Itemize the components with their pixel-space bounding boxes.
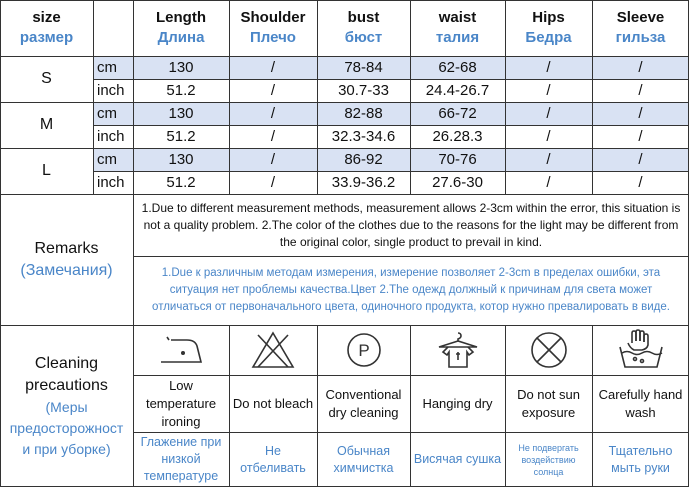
care-label-en-handwash: Carefully hand wash xyxy=(598,386,683,420)
s-cm-hips: / xyxy=(505,56,592,79)
header-bust-ru: бюст xyxy=(344,29,383,46)
grid-line-v xyxy=(592,325,593,487)
grid-line-v xyxy=(505,325,506,487)
header-sleeve xyxy=(592,0,689,56)
m-inch-length: 51.2 xyxy=(166,128,196,145)
header-hips-en: Hips xyxy=(532,9,565,26)
do-not-bleach-icon xyxy=(229,325,317,375)
s-inch-waist: 24.4-26.7 xyxy=(425,82,490,99)
grid-line-v xyxy=(317,0,318,194)
hanging-dry-icon xyxy=(410,325,505,375)
care-label-en-bleach: Do not bleach xyxy=(232,395,314,411)
s-cm-waist: 62-68 xyxy=(410,56,505,79)
cleaning-title-en-2: precautions xyxy=(25,376,108,394)
grid-line-h xyxy=(93,125,689,126)
grid-line-v xyxy=(505,0,506,194)
cleaning-title-ru-3: и при уборке) xyxy=(22,440,111,457)
unit-cm: cm xyxy=(93,102,133,125)
header-length-ru: Длина xyxy=(157,29,205,46)
header-hips-ru: Бедра xyxy=(525,29,572,46)
s-cm-sleeve: / xyxy=(592,56,689,79)
unit-inch: inch xyxy=(97,174,125,191)
m-cm-sleeve: / xyxy=(592,102,689,125)
cleaning-title-ru-2: предосторожност xyxy=(9,419,124,436)
header-waist-en: waist xyxy=(438,9,477,26)
unit-cm: cm xyxy=(93,148,133,171)
grid-line-h xyxy=(0,148,689,149)
s-cm-bust: 78-84 xyxy=(317,56,410,79)
do-not-sun-icon xyxy=(505,325,592,375)
header-sleeve-ru: гильза xyxy=(615,29,666,46)
grid-line-v xyxy=(317,325,318,487)
grid-line-v xyxy=(229,325,230,487)
l-inch-shoulder: / xyxy=(270,174,276,191)
s-inch-length: 51.2 xyxy=(166,82,196,99)
grid-line-v xyxy=(229,0,230,194)
header-waist-ru: талия xyxy=(435,29,480,46)
m-cm-waist: 66-72 xyxy=(410,102,505,125)
header-shoulder-en: Shoulder xyxy=(240,9,306,26)
cleaning-title-en-1: Cleaning xyxy=(34,354,99,372)
grid-line-v xyxy=(410,0,411,194)
m-cm-length: 130 xyxy=(133,102,229,125)
care-label-ru-hang: Висячая сушка xyxy=(413,452,502,466)
l-inch-length: 51.2 xyxy=(166,174,196,191)
header-hips xyxy=(505,0,592,56)
grid-line-h xyxy=(133,432,689,433)
unit-cm: cm xyxy=(93,56,133,79)
remarks-title-ru: (Замечания) xyxy=(20,261,113,279)
s-inch-shoulder: / xyxy=(270,82,276,99)
l-cm-length: 130 xyxy=(133,148,229,171)
care-label-en-sun: Do not sun exposure xyxy=(517,386,580,420)
care-label-en-dryclean: Conventional dry cleaning xyxy=(325,386,402,420)
header-size xyxy=(0,0,93,56)
unit-inch: inch xyxy=(97,128,125,145)
grid-line-h xyxy=(133,256,689,257)
l-cm-shoulder: / xyxy=(229,148,317,171)
s-inch-bust: 30.7-33 xyxy=(338,82,389,99)
size-label-m: M xyxy=(39,116,54,133)
s-cm-length: 130 xyxy=(133,56,229,79)
grid-line-v xyxy=(93,0,94,194)
care-label-ru-sun: Не подвергать воздействию солнца xyxy=(518,442,579,477)
grid-border-left xyxy=(0,0,1,487)
care-label-ru-handwash: Тщательно мыть руки xyxy=(608,443,673,475)
header-bust-en: bust xyxy=(347,9,380,26)
l-cm-sleeve: / xyxy=(592,148,689,171)
m-inch-hips: / xyxy=(546,128,551,145)
remarks-title-en: Remarks xyxy=(34,239,99,257)
grid-line-v xyxy=(592,0,593,194)
grid-line-h xyxy=(0,56,689,57)
header-sleeve-en: Sleeve xyxy=(616,9,665,26)
m-inch-bust: 32.3-34.6 xyxy=(331,128,396,145)
l-cm-waist: 70-76 xyxy=(410,148,505,171)
unit-inch: inch xyxy=(97,82,125,99)
low-temperature-iron-icon xyxy=(133,325,229,375)
size-label-l: L xyxy=(42,162,51,179)
l-cm-bust: 86-92 xyxy=(317,148,410,171)
m-inch-sleeve: / xyxy=(638,128,643,145)
grid-line-h xyxy=(93,171,689,172)
grid-line-h xyxy=(0,194,689,195)
s-inch-sleeve: / xyxy=(638,82,643,99)
remarks-note-en: 1.Due to different measurement methods, measurement allows 2-3cm within the error, this situation is not a quality problem. 2.The color of the clothes due to the reasons for the light may be different from the original color, single product to prevail in kind. xyxy=(141,200,681,249)
l-inch-waist: 27.6-30 xyxy=(432,174,483,191)
grid-line-h xyxy=(0,325,689,326)
m-inch-shoulder: / xyxy=(270,128,276,145)
header-length-en: Length xyxy=(156,9,206,26)
cleaning-title xyxy=(0,325,133,487)
l-inch-hips: / xyxy=(546,174,551,191)
header-waist xyxy=(410,0,505,56)
grid-line-h xyxy=(93,79,689,80)
grid-line-v xyxy=(133,0,134,487)
header-shoulder-ru: Плечо xyxy=(250,29,296,46)
cleaning-title-ru-1: (Меры xyxy=(45,398,88,415)
grid-border-top xyxy=(0,0,689,1)
l-cm-hips: / xyxy=(505,148,592,171)
dry-clean-p-icon xyxy=(317,325,410,375)
remarks-title xyxy=(0,194,133,325)
s-cm-shoulder: / xyxy=(229,56,317,79)
m-cm-hips: / xyxy=(505,102,592,125)
care-label-en-iron: Low temperature ironing xyxy=(145,377,217,429)
l-inch-sleeve: / xyxy=(638,174,643,191)
grid-line-h xyxy=(0,102,689,103)
care-label-ru-bleach: Не отбеливать xyxy=(240,443,306,475)
header-size-en: size xyxy=(32,9,61,26)
header-size-ru: размер xyxy=(19,29,74,46)
svg-text:P: P xyxy=(357,341,370,360)
remarks-note-ru: 1.Due к различным методам измерения, измерение позволяет 2-3cm в пределах ошибки, эта ситуация нет проблемы качества.Цвет 2.The одежд должный к причинам для света может отличаться от первоначального цвета, одиночного продукта, котор нужно превалировать в виде. xyxy=(152,267,670,313)
m-cm-bust: 82-88 xyxy=(317,102,410,125)
grid-line-h xyxy=(133,375,689,376)
header-length xyxy=(133,0,229,56)
m-inch-waist: 26.28.3 xyxy=(432,128,483,145)
s-inch-hips: / xyxy=(546,82,551,99)
grid-line-v xyxy=(410,325,411,487)
care-label-en-hang: Hanging dry xyxy=(422,395,493,411)
size-label-s: S xyxy=(41,70,52,87)
hand-wash-icon xyxy=(592,325,689,375)
care-label-ru-iron: Глажение при низкой температуре xyxy=(140,435,222,483)
header-shoulder xyxy=(229,0,317,56)
l-inch-bust: 33.9-36.2 xyxy=(331,174,396,191)
m-cm-shoulder: / xyxy=(229,102,317,125)
header-bust xyxy=(317,0,410,56)
care-label-ru-dryclean: Обычная химчистка xyxy=(333,443,394,475)
